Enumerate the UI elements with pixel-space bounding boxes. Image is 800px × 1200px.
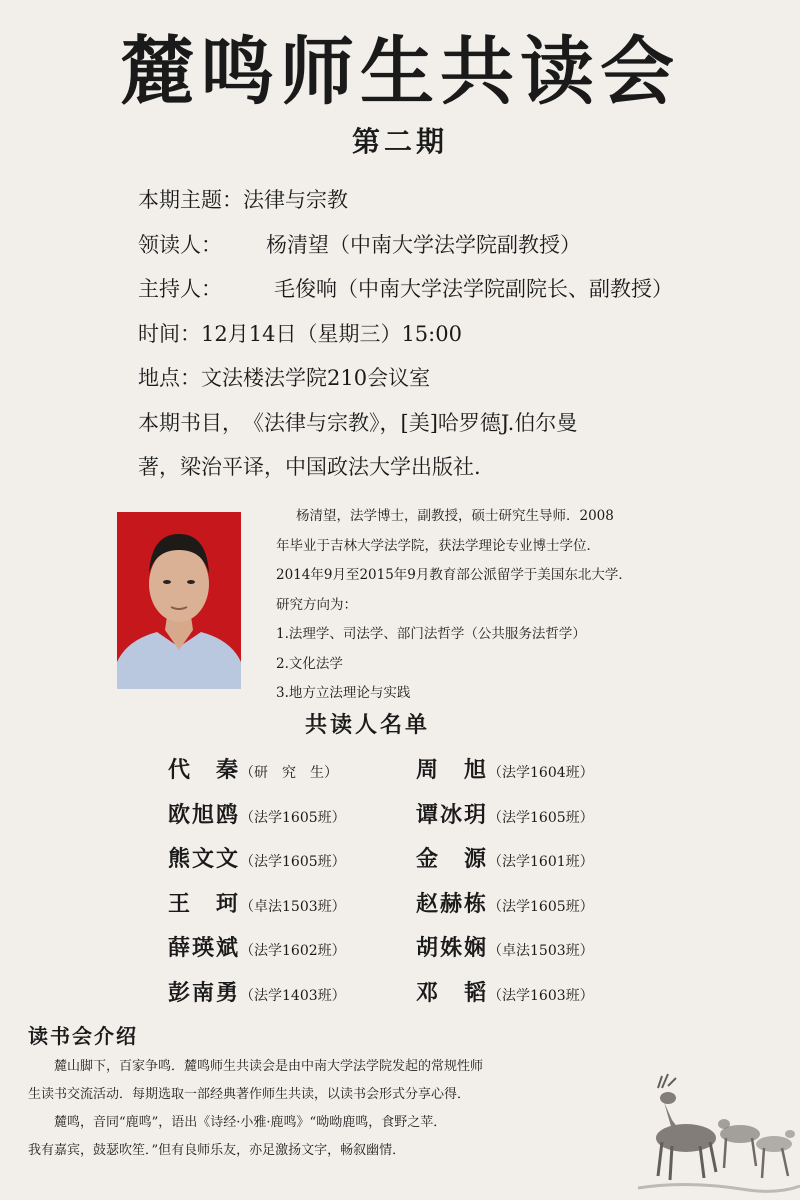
roster-member bbox=[168, 971, 346, 1018]
info-book-cont bbox=[138, 445, 778, 490]
member-name: 王 珂 bbox=[168, 890, 241, 917]
intro-text bbox=[28, 1053, 618, 1165]
member-class: （研 究 生） bbox=[240, 765, 339, 781]
info-label: 时间： bbox=[138, 321, 201, 346]
roster-row bbox=[168, 748, 788, 793]
info-book bbox=[138, 401, 778, 446]
member-name: 彭南勇 bbox=[168, 979, 241, 1006]
roster-member bbox=[168, 882, 346, 929]
intro-line: 麓鸣，音同“鹿鸣”，语出《诗经·小雅·鹿鸣》“呦呦鹿鸣，食野之苹． bbox=[54, 1115, 447, 1130]
member-class: （法学1602班） bbox=[240, 943, 346, 959]
member-name: 赵赫栋 bbox=[416, 890, 489, 917]
intro-line: 麓山脚下，百家争鸣．麓鸣师生共读会是由中南大学法学院发起的常规性师 bbox=[54, 1059, 484, 1074]
member-name: 代 秦 bbox=[168, 757, 241, 783]
issue-number: 第二期 bbox=[351, 125, 448, 158]
bio-line: 2014年9月至2015年9月教育部公派留学于美国东北大学． bbox=[276, 567, 632, 583]
member-name: 薛瑛斌 bbox=[168, 935, 241, 961]
member-class: （法学1605班） bbox=[240, 809, 346, 826]
roster-row bbox=[168, 793, 788, 838]
reader-roster bbox=[168, 748, 788, 1015]
member-name: 熊文文 bbox=[168, 846, 241, 872]
info-value: 12月14日（星期三）15:00 bbox=[201, 321, 462, 346]
info-label: 本期书目， bbox=[138, 410, 243, 435]
roster-member bbox=[416, 882, 594, 929]
member-class: （法学1605班） bbox=[488, 809, 594, 826]
member-class: （法学1601班） bbox=[488, 854, 594, 870]
intro-line: 生读书交流活动．每期选取一部经典著作师生共读，以读书会形式分享心得． bbox=[28, 1087, 471, 1102]
info-time bbox=[138, 312, 778, 357]
info-label: 领读人： bbox=[138, 232, 222, 257]
info-host bbox=[138, 267, 778, 312]
poster-title: 麓鸣师生共读会 bbox=[120, 29, 680, 115]
member-class: （法学1403班） bbox=[240, 987, 346, 1004]
info-value: 杨清望（中南大学法学院副教授） bbox=[266, 232, 581, 257]
bio-line: 年毕业于吉林大学法学院，获法学理论专业博士学位． bbox=[276, 537, 600, 554]
lead-reader-bio bbox=[276, 502, 786, 709]
bio-line: 2.文化法学 bbox=[276, 655, 343, 672]
member-class: （卓法1503班） bbox=[488, 943, 594, 959]
roster-member bbox=[168, 748, 338, 795]
info-value: 《法律与宗教》，[美]哈罗德J.伯尔曼 bbox=[243, 410, 578, 435]
roster-row bbox=[168, 882, 788, 927]
info-topic bbox=[138, 178, 778, 223]
info-value: 著，梁治平译，中国政法大学出版社. bbox=[138, 455, 481, 479]
roster-member bbox=[416, 971, 594, 1018]
info-value: 毛俊响（中南大学法学院副院长、副教授） bbox=[274, 277, 673, 301]
member-name: 周 旭 bbox=[416, 757, 489, 783]
roster-row bbox=[168, 837, 788, 882]
event-info bbox=[138, 178, 778, 490]
member-class: （法学1605班） bbox=[240, 854, 346, 870]
member-class: （卓法1503班） bbox=[240, 898, 346, 915]
member-name: 胡姝娴 bbox=[416, 935, 489, 961]
roster-member bbox=[168, 926, 346, 973]
member-name: 谭冰玥 bbox=[416, 801, 489, 828]
lead-reader-photo bbox=[117, 512, 241, 689]
deer-ink-painting bbox=[628, 1068, 800, 1200]
member-name: 金 源 bbox=[416, 846, 489, 872]
bio-line: 研究方向为： bbox=[276, 596, 357, 613]
bio-line: 3.地方立法理论与实践 bbox=[276, 685, 411, 701]
member-name: 欧旭鸥 bbox=[168, 801, 241, 828]
member-name: 邓 韬 bbox=[416, 979, 489, 1006]
info-label: 本期主题： bbox=[138, 188, 243, 212]
portrait-image bbox=[117, 512, 241, 689]
roster-member bbox=[416, 748, 594, 795]
bio-line: 杨清望，法学博士，副教授，硕士研究生导师．2008 bbox=[296, 508, 614, 524]
roster-member bbox=[416, 793, 594, 840]
info-value: 文法楼法学院210会议室 bbox=[201, 366, 431, 390]
member-class: （法学1603班） bbox=[488, 987, 594, 1004]
info-label: 地点： bbox=[138, 366, 201, 390]
roster-member bbox=[416, 837, 594, 884]
roster-row bbox=[168, 926, 788, 971]
roster-member bbox=[168, 837, 346, 884]
member-class: （法学1604班） bbox=[488, 765, 594, 781]
roster-title: 共读人名单 bbox=[304, 712, 430, 738]
info-lead-reader bbox=[138, 223, 778, 268]
roster-member bbox=[416, 926, 594, 973]
intro-title: 读书会介绍 bbox=[28, 1024, 138, 1048]
roster-member bbox=[168, 793, 346, 840]
intro-line: 我有嘉宾，鼓瑟吹笙．”但有良师乐友，亦足激扬文字，畅叙幽情． bbox=[28, 1143, 406, 1158]
info-label: 主持人： bbox=[138, 277, 222, 301]
info-value: 法律与宗教 bbox=[243, 188, 348, 212]
info-location bbox=[138, 356, 778, 401]
roster-row bbox=[168, 971, 788, 1016]
member-class: （法学1605班） bbox=[488, 898, 594, 915]
bio-line: 1.法理学、司法学、部门法哲学（公共服务法哲学） bbox=[276, 626, 586, 642]
